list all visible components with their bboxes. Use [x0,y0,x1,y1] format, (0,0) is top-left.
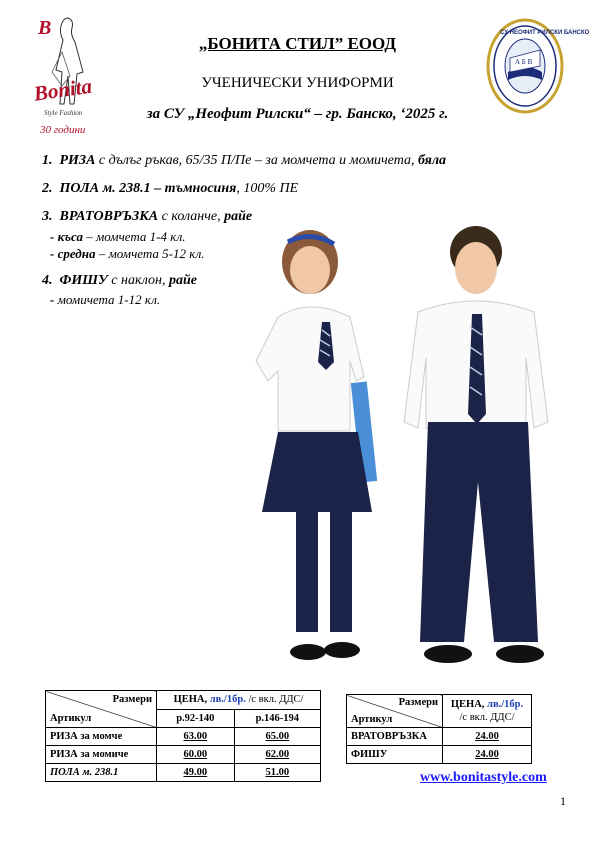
item-skirt: 2. ПОЛА м. 238.1 – тъмносиня, 100% ПЕ [42,181,299,196]
table-header-corner: Размери Артикул [347,695,443,728]
price-header: ЦЕНА, лв./1бр. /с вкл. ДДС/ [443,695,532,728]
table-row: РИЗА за момиче 60.00 62.00 [46,746,321,764]
svg-text:СУ НЕОФИТ РИЛСКИ БАНСКО: СУ НЕОФИТ РИЛСКИ БАНСКО [500,30,590,36]
table-row: ПОЛА м. 238.1 49.00 51.00 [46,764,321,782]
svg-text:30 години: 30 години [40,124,86,136]
item-tie: 3. ВРАТОВРЪЗКА с коланче, райе [42,209,253,224]
table-row: РИЗА за момче 63.00 65.00 [46,728,321,746]
tie-medium: - средна – момчета 5-12 кл. [50,246,205,261]
tie-short: - къса – момчета 1-4 кл. [50,229,186,244]
company-name: „БОНИТА СТИЛ” ЕООД [198,34,397,53]
size-col-2: р.146-194 [234,709,320,728]
price-table-main [45,690,321,782]
svg-text:А Б В: А Б В [515,58,533,66]
item-shirt: 1. РИЗА с дълъг ръкав, 65/35 П/Пе – за момчета и момичета, бяла [42,153,447,168]
fichu-note: - момичета 1-12 кл. [50,292,161,307]
svg-text:Style Fashion: Style Fashion [44,109,83,117]
table-row: ФИШУ 24.00 [347,746,532,764]
price-header: ЦЕНА, лв./1бр. /с вкл. ДДС/ [157,691,321,710]
school-emblem [486,18,590,114]
table-row: ВРАТОВРЪЗКА 24.00 [347,728,532,746]
item-fichu: 4. ФИШУ с наклон, райе [42,273,198,288]
page-number: 1 [560,794,566,808]
size-col-1: р.92-140 [157,709,235,728]
website-link[interactable]: www.bonitastyle.com [420,770,547,785]
svg-text:B: B [38,17,52,39]
students-photo [238,222,564,680]
price-table-accessories [346,694,532,764]
document-title: УЧЕНИЧЕСКИ УНИФОРМИ [201,75,394,91]
svg-text:Bonita: Bonita [32,73,94,106]
table-header-corner: Размери Артикул [46,691,157,728]
school-line: за СУ „Неофит Рилски“ – гр. Банско, ‘2025 г. [146,106,449,122]
